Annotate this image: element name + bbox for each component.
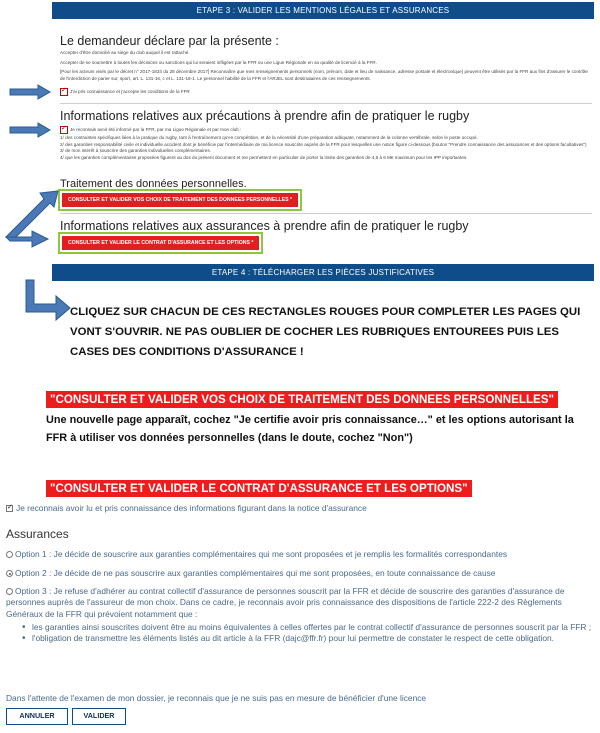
notice-check-row[interactable]: [6, 503, 367, 513]
bullet-item: • les garanties ainsi souscrites doivent être au moins équivalentes à celles offertes par le contrat collectif d'assurance de personnes souscrit par la FFR ;: [22, 622, 592, 633]
notice-checkbox[interactable]: [6, 505, 13, 512]
precautions-line: 4/ que les garanties complémentaires proposées figurent au dos du présent document et me permettent en particulier de porter la limite des garanties de 4,5 à 6 M€ maximum pour les IPP importantes.: [60, 154, 468, 160]
notice-label: Je reconnais avoir lu et pris connaissance des informations figurant dans la notice d'assurance: [16, 503, 367, 513]
data-button-outline: [58, 189, 302, 211]
declare-line: [Pour les acteurs visés par le décret n° 2017-1834 du 28 décembre 2017] Reconnaître que mes renseignements personnels (nom, prénom, date et lieu de naissance, adresse postale et électronique) peuvent être utilisés par la FFR aux fins d'assurer le contrôle de l'interdiction de parier sur, sport, art. L. 131-16, c et L. 131-16-1. Le personnel habilité de la FFR et l'ARJEL sont destinataires de ces renseignements.: [60, 69, 588, 81]
precautions-line: 2/ des garanties responsabilité civile et individuelle accident dont je bénéficie par l'intermédiaire de ma licence souscrite auprès de la FFR pour lesquelles une notice figure ci-dessous (bouton "Prendre connaissance des assurances et des options facultatives"): [60, 141, 587, 147]
option3-label: Option 3 : Je refuse d'adhérer au contrat collectif d'assurance de personnes souscrit par la FFR et décide de souscrire des garanties d'assurance de personnes auprès de l'assureur de mon choix. Dans ce cadre, je reconnais avoir pris connaissance des dispositions de l'article 222-2 des Règlements Généraux de la FFR qui prévoient notamment que :: [6, 586, 565, 619]
option2-row[interactable]: [6, 568, 594, 579]
precautions-line: 3/ de mon intérêt à souscrire des garanties individuelles complémentaires.: [60, 148, 211, 154]
declare-title: Le demandeur déclare par la présente :: [60, 34, 279, 48]
data-processing-button[interactable]: CONSULTER ET VALIDER VOS CHOIX DE TRAITEMENT DES DONNEES PERSONNELLES *: [62, 193, 298, 207]
declare-line: Accepter de se soumettre à toutes les décisions ou sanctions qui lui seraient infligées par la FFR ou une Ligue Régionale en sa qualité de licencié à la FFR.: [60, 59, 377, 65]
double-pointer-arrow-icon: [4, 185, 60, 265]
option3-bullets: [22, 622, 592, 645]
divider: [60, 103, 592, 104]
option1-row[interactable]: [6, 549, 594, 560]
insurance-contract-button[interactable]: CONSULTER ET VALIDER LE CONTRAT D'ASSURANCE ET LES OPTIONS *: [62, 236, 259, 250]
cancel-button[interactable]: ANNULER: [6, 708, 68, 725]
step3-banner: ETAPE 3 : VALIDER LES MENTIONS LÉGALES ET ASSURANCES: [52, 2, 594, 19]
precautions-title: Informations relatives aux précautions à prendre afin de pratiquer le rugby: [60, 109, 470, 123]
data-processing-title: Traitement des données personnelles.: [60, 178, 247, 190]
pending-notice: Dans l'attente de l'examen de mon dossier, je reconnais que je ne suis pas en mesure de bénéficier d'une licence: [6, 693, 427, 703]
option1-radio[interactable]: [6, 551, 13, 558]
divider: [60, 213, 592, 214]
option2-radio[interactable]: [6, 570, 13, 577]
data-instruction: Une nouvelle page apparaît, cochez "Je certifie avoir pris connaissance…" et les options autorisant la FFR à utiliser vos données personnelles (dans le doute, cochez "Non"): [46, 414, 574, 444]
corner-arrow-icon: [22, 278, 74, 322]
precautions-label: Je reconnais avoir été informé par la FFR, par ma Ligue Régionale et par mon club :: [70, 127, 242, 132]
step4-banner: ETAPE 4 : TÉLÉCHARGER LES PIÈCES JUSTIFICATIVES: [52, 264, 594, 281]
assurances-title: Assurances: [6, 527, 69, 541]
insurance-button-outline: [58, 232, 263, 254]
option1-label: Option 1 : Je décide de souscrire aux garanties complémentaires qui me sont proposées et je remplis les formalités correspondantes: [15, 549, 508, 559]
declare-text: [60, 50, 592, 82]
data-highlight: "CONSULTER ET VALIDER VOS CHOIX DE TRAITEMENT DES DONNEES PERSONNELLES": [46, 391, 558, 408]
conditions-label: J'ai pris connaissance et j'accepte les conditions de la FFR: [70, 89, 190, 94]
pointer-arrow-icon: [8, 84, 52, 100]
option2-label: Option 2 : Je décide de ne pas souscrire aux garanties complémentaires qui me sont proposées, en toute connaissance de cause: [15, 568, 496, 578]
instruction-main: CLIQUEZ SUR CHACUN DE CES RECTANGLES ROUGES POUR COMPLETER LES PAGES QUI VONT S'OUVRIR. NE PAS OUBLIER DE COCHER LES RUBRIQUES ENTOUREES PUIS LES CASES DES CONDITIONS D'ASSURANCE !: [70, 306, 581, 358]
option3-row[interactable]: [6, 586, 594, 620]
conditions-checkbox[interactable]: [60, 88, 68, 96]
declare-line: Accepter d'être domicilié au siège du club auquel il est rattaché.: [60, 50, 190, 55]
insurance-highlight: "CONSULTER ET VALIDER LE CONTRAT D'ASSURANCE ET LES OPTIONS": [46, 480, 472, 497]
validate-button[interactable]: VALIDER: [72, 708, 126, 725]
bullet-item: • l'obligation de transmettre les éléments listés au dit article à la FFR (dajc@ffr.fr) pour lui permettre de constater le respect de cette obligation.: [22, 633, 592, 644]
insurance-title: Informations relatives aux assurances à prendre afin de pratiquer le rugby: [60, 219, 469, 233]
precautions-line: 1/ des contraintes spécifiques liées à la pratique du rugby, tant à l'entraînement qu'en compétition, et de la nécessité d'une préparation adéquate, notamment de la colonne vertébrale, selon le poste occupé.: [60, 135, 478, 140]
pointer-arrow-icon: [8, 122, 52, 138]
precautions-checkbox[interactable]: [60, 126, 68, 134]
precautions-text: [60, 135, 592, 161]
option3-radio[interactable]: [6, 588, 13, 595]
